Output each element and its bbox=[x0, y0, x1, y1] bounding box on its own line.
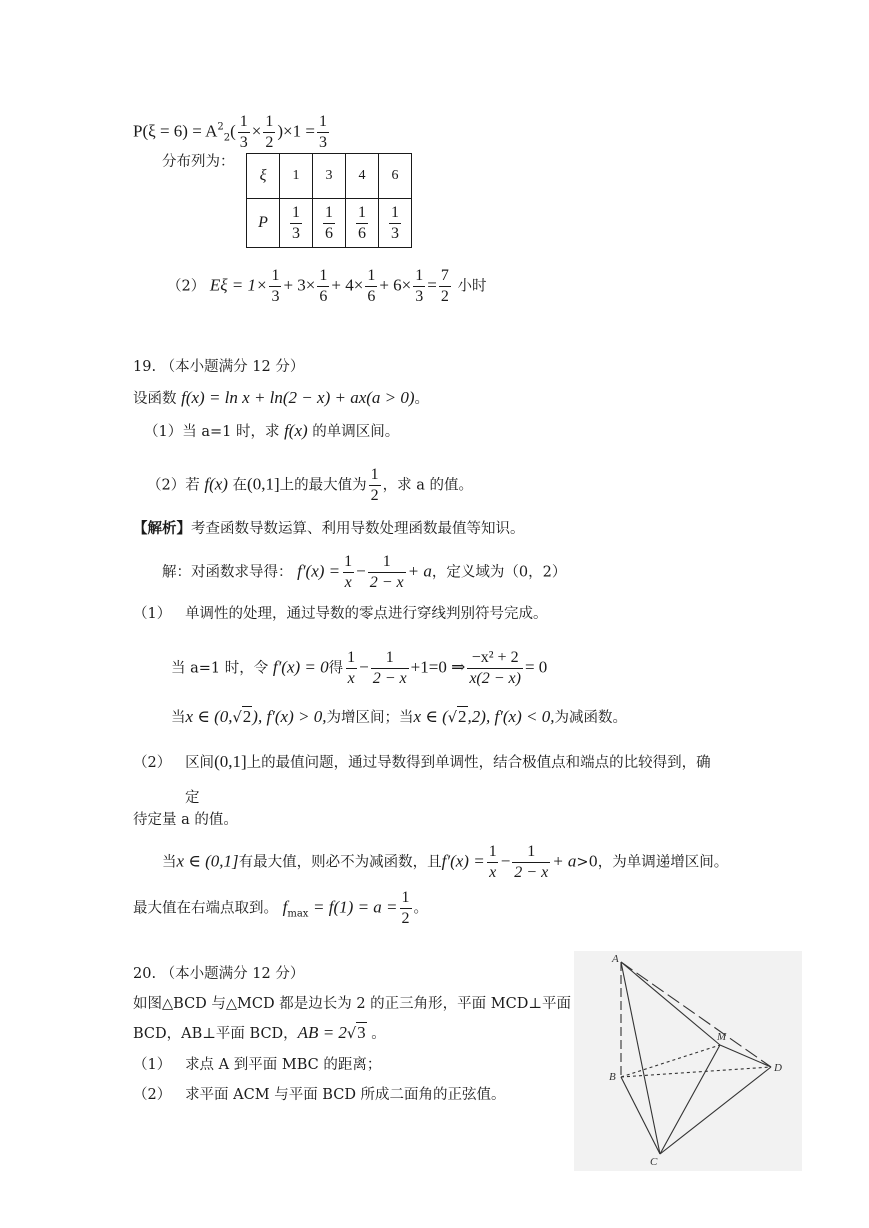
table-header-p: P bbox=[247, 199, 280, 248]
analysis-line: 【解析】考查函数导数运算、利用导数处理函数最值等知识。 bbox=[133, 520, 525, 537]
q19-stem: 设函数 f(x) = ln x + ln(2 − x) + ax(a > 0)。 bbox=[133, 388, 430, 407]
q20-part2: （2） 求平面 ACM 与平面 BCD 所成二面角的正弦值。 bbox=[133, 1087, 506, 1103]
q20-title: 20. （本小题满分 12 分） bbox=[133, 966, 305, 982]
solution-part1: （1） 单调性的处理，通过导数的零点进行穿线判别符号完成。 bbox=[133, 606, 548, 622]
q19-part2: （2）若 f(x) 在(0,1]上的最大值为 $\frac{1}{2}$ ，求 a 的值。 bbox=[147, 466, 473, 504]
solution-max: 最大值在右端点取到。 $f_{max} = f(1) = a$ = $\frac{1}{2}$ 。 bbox=[133, 889, 429, 927]
table-cell: 1 bbox=[280, 154, 313, 199]
label-b: B bbox=[609, 1071, 616, 1083]
edge-md bbox=[720, 1045, 771, 1067]
table-cell: $\frac{1}{6}$ bbox=[346, 199, 379, 248]
solution-part2-condition: 当x ∈ (0,1]有最大值，则必不为减函数，且f′(x) = $\frac{1}{x}$ − $\frac{1}{2 - x}$ + a>0，为单调递增区间。 bbox=[162, 843, 729, 881]
label-a: A bbox=[612, 953, 619, 965]
table-cell: $\frac{1}{6}$ bbox=[313, 199, 346, 248]
solution-derivative: 解：对函数求导得： f′(x) = $\frac{1}{x}$ − $\frac{1}{2 - x}$ + a，定义域为（0，2） bbox=[162, 553, 567, 591]
tetrahedron-figure bbox=[574, 951, 802, 1171]
table-cell: $\frac{1}{3}$ bbox=[379, 199, 412, 248]
table-cell: 3 bbox=[313, 154, 346, 199]
edge-bc bbox=[621, 1077, 660, 1154]
q19-title: 19. （本小题满分 12 分） bbox=[133, 359, 305, 375]
label-c: C bbox=[650, 1156, 658, 1168]
prob-xi6-line: $P(\xi = 6) = A^2_2$( $\frac{1}{3}$ × $\frac{1}{2}$ )×1 = $\frac{1}{3}$ bbox=[133, 113, 327, 151]
table-cell: 4 bbox=[346, 154, 379, 199]
q20-part1: （1） 求点 A 到平面 MBC 的距离； bbox=[133, 1057, 382, 1073]
q20-stem-line1: 如图△BCD 与△MCD 都是边长为 2 的正三角形，平面 MCD⊥平面 bbox=[133, 996, 571, 1012]
q19-part1: （1）当 a=1 时，求 f(x) 的单调区间。 bbox=[144, 421, 400, 440]
edge-ad bbox=[621, 962, 771, 1067]
label-m: M bbox=[717, 1031, 727, 1043]
expectation-line: （2） Eξ = 1× $\frac{1}{3}$ + 3× $\frac{1}{6}$ + 4× $\frac{1}{6}$ + 6× $\frac{1}{3}$ = $\frac{7}{2}$ 小时 bbox=[167, 267, 487, 305]
label-d: D bbox=[774, 1062, 782, 1074]
solution-part2-cont: 待定量 a 的值。 bbox=[133, 812, 238, 828]
solution-part1-equation: 当 a=1 时，令 f′(x) = 0得 $\frac{1}{x}$ − $\frac{1}{2 - x}$ +1=0 ⇒ $\frac{\text{−x² + 2}}{x(2 - x)}$ = 0 bbox=[171, 649, 548, 687]
edge-cd bbox=[660, 1067, 771, 1154]
q20-stem-line2: BCD，AB⊥平面 BCD，AB = 2√3 。 bbox=[133, 1023, 386, 1042]
solution-part2: （2） 区间(0,1]上的最值问题，通过导数得到单调性，结合极值点和端点的比较得到，确 bbox=[133, 752, 711, 771]
distribution-label: 分布列为： bbox=[162, 154, 235, 170]
edge-ac bbox=[621, 962, 660, 1154]
table-cell: 6 bbox=[379, 154, 412, 199]
solution-part1-intervals: 当x ∈ (0,√2), f′(x) > 0,为增区间；当x ∈ (√2,2), f′(x) < 0,为减函数。 bbox=[171, 707, 627, 726]
distribution-table bbox=[246, 153, 412, 248]
tetrahedron-diagram bbox=[574, 951, 802, 1171]
solution-part2-wrap: 定 bbox=[185, 790, 200, 806]
table-cell: $\frac{1}{3}$ bbox=[280, 199, 313, 248]
table-header-xi: ξ bbox=[247, 154, 280, 199]
